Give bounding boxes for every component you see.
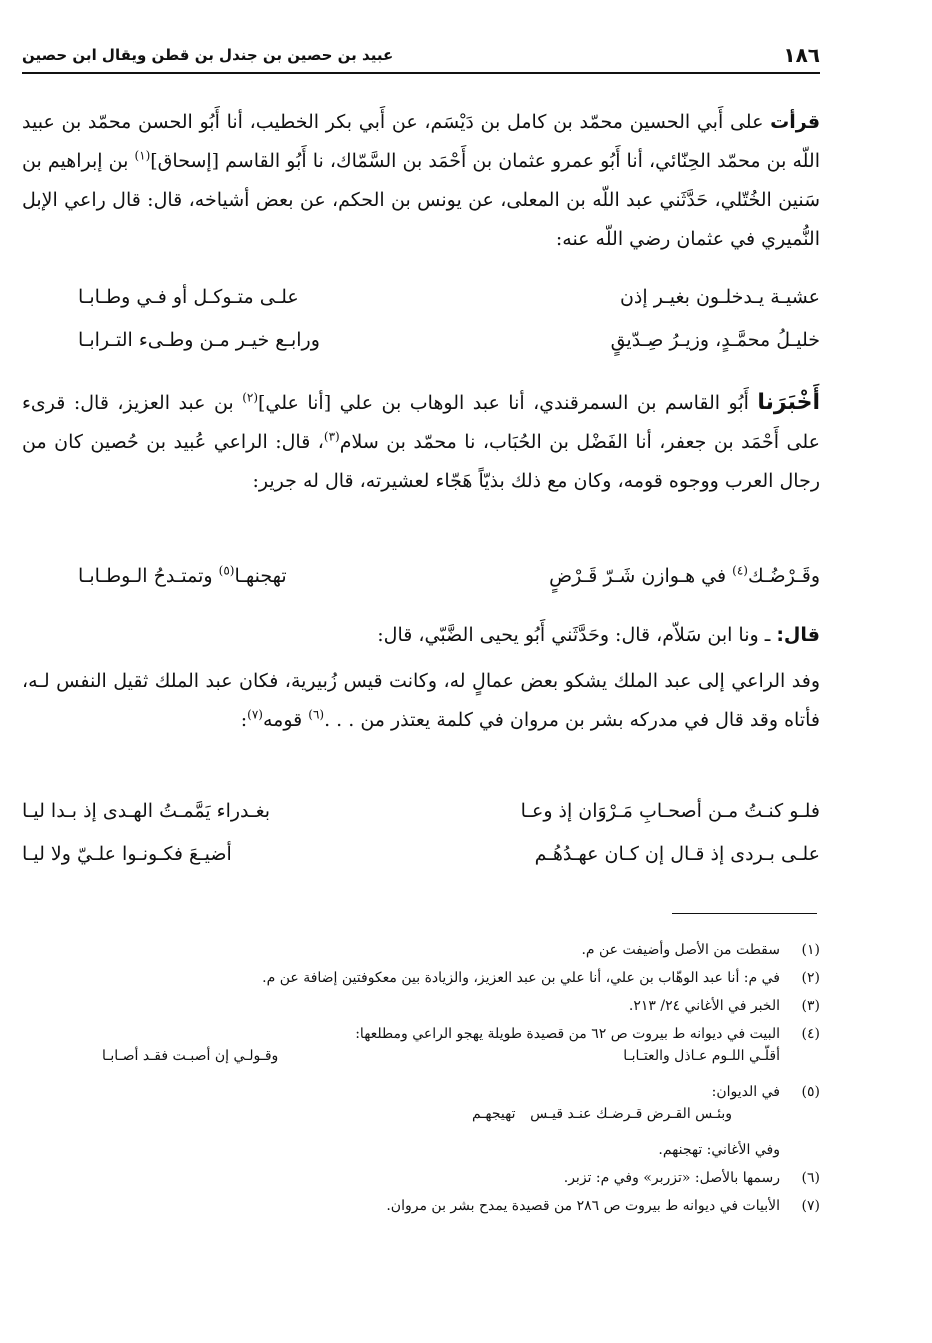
paragraph-text: على أَبي الحسين محمّد بن كامل بن دَيْسَم، عن أَبي بكر الخطيب، أنا أَبُو الحسن محمّد بن عبيد اللّه بن محمّد الحِنّائي، أنا أَبُو عمرو عثمان بن أَحْمَد بن السَّمّاك، نا أَبُو القاسم [إسحاق] — [22, 111, 820, 172]
footnote-number: (٦) — [801, 1170, 820, 1186]
verse-first-hemistich — [549, 565, 820, 587]
footnote-number: (٧) — [801, 1198, 820, 1214]
footnote — [22, 936, 820, 964]
verse-text: تهجنهـا — [234, 565, 287, 587]
footnote-number: (٣) — [801, 998, 820, 1014]
verse-first-hemistich: أقلّـي اللـوم عـاذل والعتـابـا — [623, 1048, 780, 1064]
verse-line — [78, 329, 820, 367]
verse-first-hemistich: وبئـس القـرض قـرضـك عنـد قيـس — [530, 1106, 732, 1122]
verse-first-hemistich: فلـو كنـتُ مـن أصحـابِ مَـرْوَان إذ وعـا — [520, 800, 820, 822]
footnote-separator — [672, 913, 817, 914]
paragraph-3 — [22, 616, 820, 655]
footnote-ref-6: (٦) — [308, 707, 325, 722]
paragraph-1 — [22, 103, 820, 259]
footnote — [22, 1164, 820, 1192]
verse-first-hemistich: عشيـة يـدخلـون بغيـر إذن — [619, 286, 820, 308]
footnote-ref-4: (٤) — [732, 563, 748, 578]
footnote-text: في م: أنا عبد الوهّاب بن علي، أنا علي بن عبد العزيز، والزيادة بين معكوفتين إضافة عن م. — [262, 970, 780, 986]
footnote-text: سقطت من الأصل وأضيفت عن م. — [581, 942, 780, 958]
paragraph-lead: أَخْبَرَنا — [757, 390, 820, 415]
verse-second-hemistich: تهيجهـم — [472, 1106, 516, 1122]
verse-text: في هـوازن شَـرّ قَـرْضٍ — [549, 565, 733, 587]
footnote-verse — [22, 1048, 820, 1078]
verse-line — [22, 800, 820, 838]
paragraph-4 — [22, 662, 820, 740]
running-title: عبيد بن حصين بن جندل بن قطن ويقال ابن حصين — [22, 46, 394, 64]
footnote-text: في الديوان: — [711, 1084, 780, 1100]
verse-text: وقَـرْضُـك — [747, 565, 820, 587]
footnote — [22, 992, 820, 1020]
verse-second-hemistich: علـى متـوكـل أو فـي وطـابـا — [78, 286, 299, 308]
paragraph-text: بن إبراهيم بن سَنين الخُتّلي، حَدَّثَني عبد اللّه بن المعلى، عن يونس بن الحكم، عن بعض أشياخه، قال: قال راعي الإبل النُّميري في عثمان رضي اللّه عنه: — [22, 150, 820, 250]
verse-first-hemistich: خليـلُ محمَّـدٍ، وزيـرُ صِـدّيقٍ — [610, 329, 820, 351]
paragraph-lead: قرأت — [770, 111, 821, 133]
page-header — [22, 38, 820, 74]
footnote — [22, 1020, 820, 1048]
footnotes — [22, 936, 820, 1220]
footnote — [22, 964, 820, 992]
footnote-ref-7: (٧) — [247, 707, 263, 722]
footnote-number: (٤) — [801, 1026, 820, 1042]
footnote-note: وفي الأغاني: تهجنهم. — [658, 1142, 780, 1158]
footnote-ref-1: (١) — [134, 148, 151, 163]
footnote-ref-2: (٢) — [242, 390, 259, 405]
paragraph-text: ـ ونا ابن سَلاّم، قال: وحَدَّثَني أَبُو يحيى الضَّبّي، قال: — [377, 624, 777, 646]
verse-line — [22, 565, 820, 603]
paragraph-text: ، قال: الراعي عُبيد بن حُصين كان من رجال العرب ووجوه قومه، وكان مع ذلك بذيّاً هَجّاء لعشيرته، قال له جرير: — [22, 431, 820, 492]
verse-second-hemistich: أضيـعَ فكـونـوا علـيّ ولا ليـا — [22, 843, 232, 865]
footnote-text: رسمها بالأصل: «تزربر» وفي م: تزبر. — [563, 1170, 780, 1186]
footnote-number: (٢) — [801, 970, 820, 986]
footnote-text: الأبيات في ديوانه ط بيروت ص ٢٨٦ من قصيدة يمدح بشر بن مروان. — [386, 1198, 780, 1214]
paragraph-text: : — [240, 709, 248, 731]
verse-line — [22, 843, 820, 881]
footnote-verse — [22, 1106, 820, 1136]
paragraph-text: بن عبد العزيز، قال: قرىء على أَحْمَد بن جعفر، أنا الفَضْل بن الحُبَاب، نا محمّد بن سلام — [22, 392, 820, 453]
verse-second-hemistich: ورابـع خيـر مـن وطـىء التـرابـا — [78, 329, 320, 351]
verse-first-hemistich: علـى بـردى إذ قـال إن كـان عهـدُهُـم — [534, 843, 820, 865]
paragraph-lead: قال: — [776, 624, 820, 646]
verse-text: وتمتـدحُ الـوطـابـا — [78, 565, 219, 587]
footnote-number: (١) — [801, 942, 820, 958]
paragraph-text: قومه — [262, 709, 309, 731]
footnote-ref-3: (٣) — [323, 429, 340, 444]
footnote-ref-5: (٥) — [218, 563, 235, 578]
paragraph-text: وفد الراعي إلى عبد الملك يشكو بعض عمالٍ له، وكانت قيس زُبيرية، فكان عبد الملك ثقيل النفس لـه، فأتاه وقد قال في مدركه بشر بن مروان في كلمة يعتذر من . . . — [22, 670, 820, 731]
paragraph-text: أَبُو القاسم بن السمرقندي، أنا عبد الوهاب بن علي [أنا علي] — [258, 392, 758, 414]
verse-line — [78, 286, 820, 324]
footnote — [22, 1192, 820, 1220]
footnote-text: البيت في ديوانه ط بيروت ص ٦٢ من قصيدة طويلة يهجو الراعي ومطلعها: — [355, 1026, 780, 1042]
page-number: ١٨٦ — [783, 43, 820, 67]
verse-second-hemistich: وقـولـي إن أصبـت فقـد أصـابـا — [102, 1048, 279, 1064]
footnote-text: الخبر في الأغاني ٢٤/ ٢١٣. — [628, 998, 780, 1014]
verse-second-hemistich: بغـدراء يَمَّمـتُ الهـدى إذ بـدا ليـا — [22, 800, 271, 822]
paragraph-2 — [22, 383, 820, 501]
footnote-number: (٥) — [801, 1084, 820, 1100]
verse-second-hemistich — [78, 565, 287, 587]
footnote — [22, 1078, 820, 1106]
